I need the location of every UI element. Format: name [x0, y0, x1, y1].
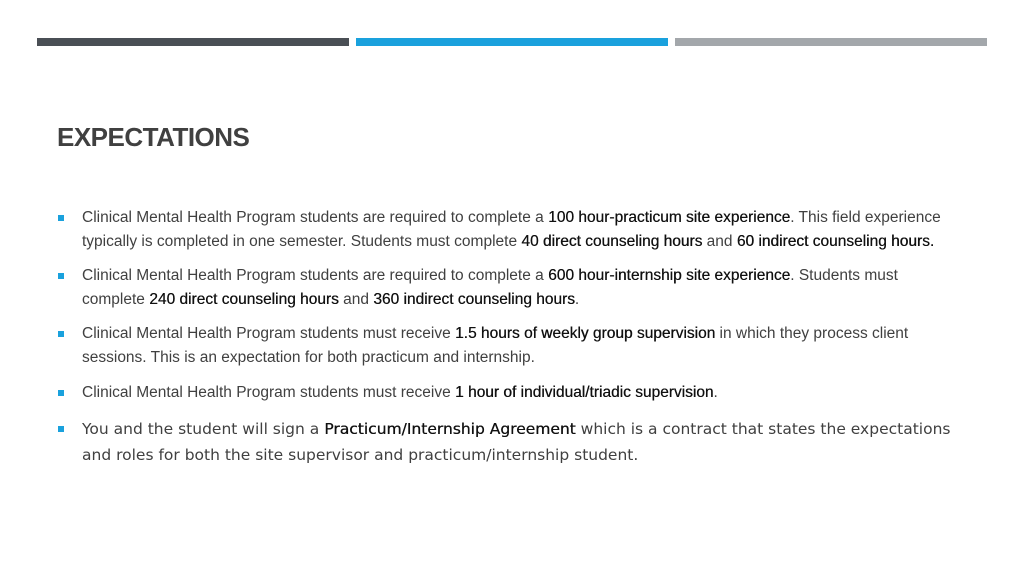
square-bullet-icon	[58, 273, 64, 279]
highlight-direct-hours: 240 direct counseling hours	[149, 291, 339, 308]
bullet-text: .	[713, 384, 718, 401]
bullet-item-agreement	[57, 416, 962, 468]
bullet-text: You and the student will sign a	[82, 420, 325, 438]
highlight-practicum-hours: 100 hour-practicum site experience	[548, 209, 791, 226]
highlight-direct-hours: 40 direct counseling hours	[521, 233, 703, 250]
bullet-text: Clinical Mental Health Program students are required to complete a	[82, 209, 549, 226]
accent-bar-dark	[37, 38, 349, 46]
bullet-text: .	[574, 291, 580, 308]
bullet-item-practicum	[57, 206, 962, 254]
highlight-indirect-hours: 360 indirect counseling hours	[373, 291, 575, 308]
square-bullet-icon	[58, 390, 64, 396]
bullet-text: . This field experience typically is completed in one semester. Students must complete	[82, 209, 941, 250]
bullet-item-individual-supervision	[57, 381, 962, 405]
accent-bar-blue	[356, 38, 668, 46]
slide-title: EXPECTATIONS	[57, 122, 250, 152]
highlight-internship-hours: 600 hour-internship site experience	[548, 267, 791, 284]
square-bullet-icon	[58, 426, 64, 432]
bullet-text: Clinical Mental Health Program students are required to complete a	[82, 267, 549, 284]
bullet-text: and	[702, 233, 737, 250]
highlight-indirect-hours: 60 indirect counseling hours.	[736, 233, 935, 250]
bullet-text: . Students must complete	[82, 267, 898, 308]
bullet-item-internship	[57, 264, 962, 312]
highlight-individual-supervision: 1 hour of individual/triadic supervision	[455, 384, 714, 401]
bullet-list	[57, 206, 962, 478]
highlight-group-supervision: 1.5 hours of weekly group supervision	[455, 325, 716, 342]
accent-bar-gray	[675, 38, 987, 46]
bullet-text: Clinical Mental Health Program students must receive	[82, 325, 456, 342]
bullet-text: Clinical Mental Health Program students must receive	[82, 384, 456, 401]
bullet-text: in which they process client sessions. This is an expectation for both practicum and internship.	[82, 325, 909, 366]
bullet-item-group-supervision	[57, 322, 962, 370]
bullet-text: which is a contract that states the expectations and roles for both the site supervisor and practicum/internship student.	[82, 420, 951, 464]
square-bullet-icon	[58, 331, 64, 337]
bullet-text: and	[338, 291, 374, 308]
square-bullet-icon	[58, 215, 64, 221]
header-accent-bars	[37, 38, 987, 46]
highlight-agreement: Practicum/Internship Agreement	[324, 420, 576, 438]
